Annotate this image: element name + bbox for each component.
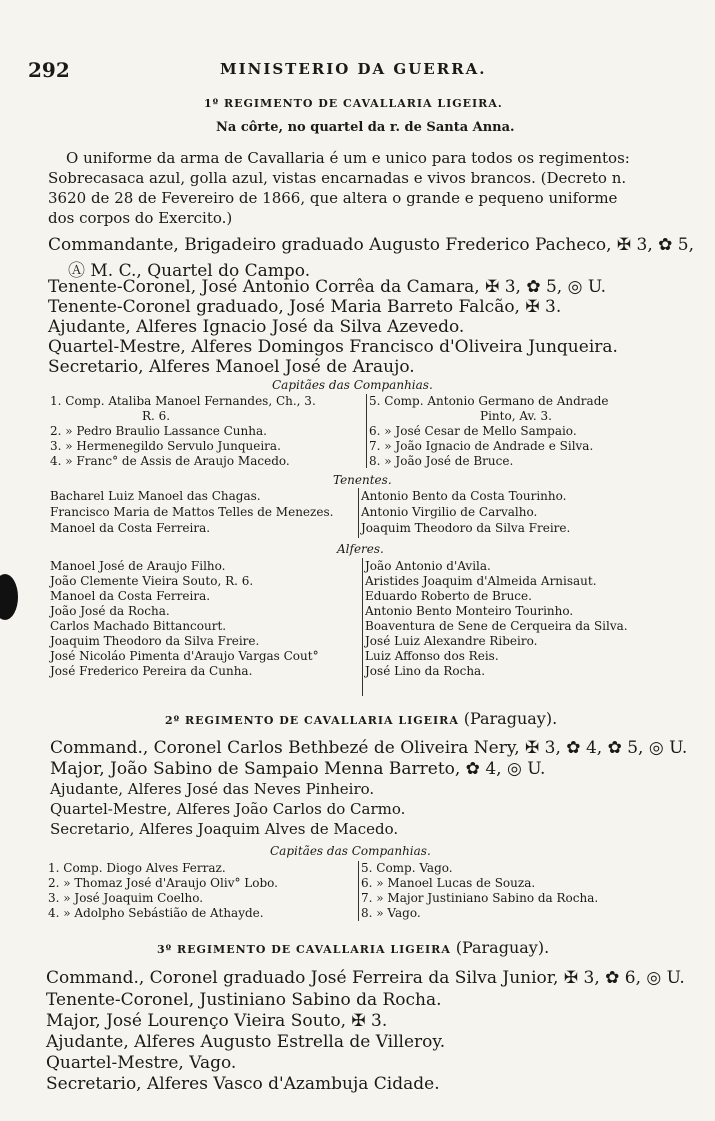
list-item: 5. Comp. Antonio Germano de Andrade bbox=[369, 394, 609, 408]
column-divider bbox=[358, 488, 359, 538]
list-item: 3. » José Joaquim Coelho. bbox=[48, 891, 204, 905]
regiment-3-location: (Paraguay). bbox=[455, 938, 550, 957]
staff-line: Ajudante, Alferes José das Neves Pinheiro. bbox=[50, 780, 375, 798]
list-item: João Antonio d'Avila. bbox=[365, 559, 491, 573]
list-item: Eduardo Roberto de Bruce. bbox=[365, 589, 532, 603]
staff-line: Secretario, Alferes Manoel José de Araujo. bbox=[48, 357, 415, 377]
list-item: Manoel José de Araujo Filho. bbox=[50, 559, 226, 573]
section-heading: Capitães das Companhias. bbox=[272, 378, 433, 392]
staff-line: Tenente-Coronel, Justiniano Sabino da Rocha. bbox=[46, 990, 442, 1010]
list-item: José Lino da Rocha. bbox=[365, 664, 486, 678]
column-divider bbox=[358, 861, 359, 921]
list-item: 8. » Vago. bbox=[361, 906, 421, 920]
list-item: 7. » João Ignacio de Andrade e Silva. bbox=[369, 439, 594, 453]
list-item: 4. » Franc° de Assis de Araujo Macedo. bbox=[50, 454, 290, 468]
list-item: Carlos Machado Bittancourt. bbox=[50, 619, 227, 633]
paragraph-line: O uniforme da arma de Cavallaria é um e unico para todos os regimentos: bbox=[66, 149, 630, 167]
list-item: Antonio Virgilio de Carvalho. bbox=[361, 505, 538, 519]
staff-line: Major, José Lourenço Vieira Souto, ✠ 3. bbox=[46, 1011, 388, 1031]
list-item: 3. » Hermenegildo Servulo Junqueira. bbox=[50, 439, 281, 453]
regiment-1-title: 1º REGIMENTO DE CAVALLARIA LIGEIRA. bbox=[204, 97, 503, 110]
list-item: João José da Rocha. bbox=[50, 604, 170, 618]
list-item: Manoel da Costa Ferreira. bbox=[50, 589, 211, 603]
staff-line: Commandante, Brigadeiro graduado Augusto Frederico Pacheco, ✠ 3, ✿ 5, bbox=[48, 235, 695, 255]
list-item: 4. » Adolpho Sebástião de Athayde. bbox=[48, 906, 264, 920]
list-item: Joaquim Theodoro da Silva Freire. bbox=[361, 521, 571, 535]
page-title: MINISTERIO DA GUERRA. bbox=[220, 60, 487, 78]
list-item: 2. » Pedro Braulio Lassance Cunha. bbox=[50, 424, 267, 438]
regiment-2-title bbox=[165, 709, 557, 728]
list-item: Bacharel Luiz Manoel das Chagas. bbox=[50, 489, 261, 503]
staff-line: Command., Coronel graduado José Ferreira da Silva Junior, ✠ 3, ✿ 6, ◎ U. bbox=[46, 968, 685, 988]
column-divider bbox=[366, 394, 367, 468]
list-item: R. 6. bbox=[142, 409, 171, 423]
staff-line: Quartel-Mestre, Vago. bbox=[46, 1053, 237, 1073]
list-item: 6. » José Cesar de Mello Sampaio. bbox=[369, 424, 577, 438]
list-item: Antonio Bento Monteiro Tourinho. bbox=[365, 604, 574, 618]
regiment-2-location: (Paraguay). bbox=[463, 709, 558, 728]
staff-line: Secretario, Alferes Joaquim Alves de Macedo. bbox=[50, 820, 399, 838]
section-heading: Tenentes. bbox=[333, 473, 392, 487]
staff-line: Ajudante, Alferes Augusto Estrella de Villeroy. bbox=[46, 1032, 446, 1052]
binding-hole-mark bbox=[0, 574, 18, 620]
list-item: José Luiz Alexandre Ribeiro. bbox=[365, 634, 538, 648]
staff-line: Quartel-Mestre, Alferes Domingos Francisco d'Oliveira Junqueira. bbox=[48, 337, 618, 357]
staff-line: Secretario, Alferes Vasco d'Azambuja Cidade. bbox=[46, 1074, 440, 1094]
list-item: Antonio Bento da Costa Tourinho. bbox=[361, 489, 567, 503]
list-item: Francisco Maria de Mattos Telles de Menezes. bbox=[50, 505, 334, 519]
staff-line: Quartel-Mestre, Alferes João Carlos do Carmo. bbox=[50, 800, 406, 818]
regiment-3-name: 3º REGIMENTO DE CAVALLARIA LIGEIRA bbox=[157, 943, 451, 956]
list-item: 6. » Manoel Lucas de Souza. bbox=[361, 876, 536, 890]
regiment-3-title bbox=[157, 938, 549, 957]
staff-line: Ajudante, Alferes Ignacio José da Silva Azevedo. bbox=[48, 317, 465, 337]
page-number: 292 bbox=[28, 58, 70, 82]
list-item: 1. Comp. Ataliba Manoel Fernandes, Ch., 3. bbox=[50, 394, 316, 408]
paragraph-line: Sobrecasaca azul, golla azul, vistas encarnadas e vivos brancos. (Decreto n. bbox=[48, 169, 627, 187]
staff-line: Major, João Sabino de Sampaio Menna Barreto, ✿ 4, ◎ U. bbox=[50, 759, 546, 779]
list-item: José Frederico Pereira da Cunha. bbox=[50, 664, 253, 678]
list-item: 5. Comp. Vago. bbox=[361, 861, 453, 875]
list-item: Pinto, Av. 3. bbox=[480, 409, 552, 423]
list-item: José Nicoláo Pimenta d'Araujo Vargas Cout° bbox=[50, 649, 319, 663]
list-item: João Clemente Vieira Souto, R. 6. bbox=[50, 574, 254, 588]
list-item: 1. Comp. Diogo Alves Ferraz. bbox=[48, 861, 226, 875]
section-heading: Alferes. bbox=[337, 542, 384, 556]
list-item: Boaventura de Sene de Cerqueira da Silva. bbox=[365, 619, 628, 633]
staff-line: Command., Coronel Carlos Bethbezé de Oliveira Nery, ✠ 3, ✿ 4, ✿ 5, ◎ U. bbox=[50, 738, 688, 758]
list-item: Manoel da Costa Ferreira. bbox=[50, 521, 211, 535]
regiment-1-location: Na côrte, no quartel da r. de Santa Anna. bbox=[216, 120, 515, 135]
column-divider bbox=[362, 558, 363, 696]
staff-line: Ⓐ M. C., Quartel do Campo. bbox=[68, 261, 311, 281]
list-item: 7. » Major Justiniano Sabino da Rocha. bbox=[361, 891, 599, 905]
paragraph-line: 3620 de 28 de Fevereiro de 1866, que altera o grande e pequeno uniforme bbox=[48, 189, 618, 207]
list-item: Aristides Joaquim d'Almeida Arnisaut. bbox=[365, 574, 597, 588]
list-item: Luiz Affonso dos Reis. bbox=[365, 649, 499, 663]
list-item: 8. » João José de Bruce. bbox=[369, 454, 514, 468]
list-item: Joaquim Theodoro da Silva Freire. bbox=[50, 634, 260, 648]
section-heading: Capitães das Companhias. bbox=[270, 844, 431, 858]
regiment-2-name: 2º REGIMENTO DE CAVALLARIA LIGEIRA bbox=[165, 714, 459, 727]
staff-line: Tenente-Coronel, José Antonio Corrêa da Camara, ✠ 3, ✿ 5, ◎ U. bbox=[48, 277, 607, 297]
paragraph-line: dos corpos do Exercito.) bbox=[48, 209, 233, 227]
staff-line: Tenente-Coronel graduado, José Maria Barreto Falcão, ✠ 3. bbox=[48, 297, 562, 317]
list-item: 2. » Thomaz José d'Araujo Oliv° Lobo. bbox=[48, 876, 278, 890]
